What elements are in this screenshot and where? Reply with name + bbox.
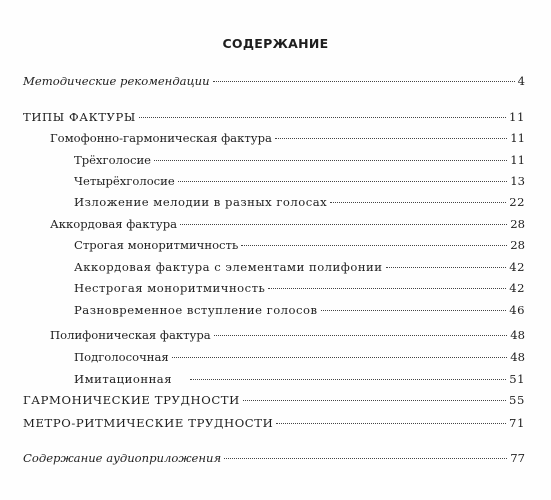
toc-entry-page: 11 xyxy=(509,110,525,124)
toc-entry-title: Изложение мелодии в разных голосах xyxy=(74,195,328,209)
toc-entry[interactable] xyxy=(74,350,525,364)
toc-entry-page: 42 xyxy=(509,281,525,295)
dot-leader xyxy=(139,117,506,118)
dot-leader xyxy=(276,423,506,424)
toc-entry[interactable] xyxy=(74,281,525,295)
toc-entry-title: Имитационная xyxy=(74,372,173,386)
dot-leader xyxy=(178,181,507,182)
dot-leader xyxy=(190,379,506,380)
toc-entry-page: 13 xyxy=(510,174,525,188)
toc-entry-page: 77 xyxy=(510,451,525,465)
dot-leader xyxy=(214,335,508,336)
toc-entry[interactable] xyxy=(23,451,525,465)
toc-entry-page: 48 xyxy=(510,328,525,342)
toc-entry[interactable] xyxy=(74,303,525,317)
toc-entry[interactable] xyxy=(23,393,525,407)
toc-entry-title: Строгая моноритмичность xyxy=(74,238,239,252)
toc-entry-title: ГАРМОНИЧЕСКИЕ ТРУДНОСТИ xyxy=(23,393,240,407)
toc-entry[interactable] xyxy=(23,74,525,88)
toc-entry[interactable] xyxy=(74,372,525,386)
toc-entry-title: Содержание аудиоприложения xyxy=(23,451,222,465)
toc-entry-page: 28 xyxy=(510,217,525,231)
toc-entry-title: Методические рекомендации xyxy=(23,74,210,88)
toc-entry[interactable] xyxy=(23,110,525,124)
dot-leader xyxy=(275,138,507,139)
toc-entry-title: Аккордовая фактура с элементами полифонии xyxy=(74,260,383,274)
toc-entry-title: Нестрогая моноритмичность xyxy=(74,281,266,295)
toc-entry[interactable] xyxy=(74,195,525,209)
toc-entry[interactable] xyxy=(50,131,525,145)
toc-entry[interactable] xyxy=(50,328,525,342)
toc-entry-title: Четырёхголосие xyxy=(74,174,175,188)
toc-entry-page: 42 xyxy=(509,260,525,274)
dot-leader xyxy=(241,245,507,246)
toc-entry-page: 48 xyxy=(510,350,525,364)
toc-entry[interactable] xyxy=(74,238,525,252)
toc-entry-title: Трёхголосие xyxy=(74,153,152,167)
toc-entry-title: Разновременное вступление голосов xyxy=(74,303,318,317)
toc-entry-page: 28 xyxy=(510,238,525,252)
toc-entry-page: 46 xyxy=(509,303,525,317)
dot-leader xyxy=(213,81,515,82)
toc-heading: СОДЕРЖАНИЕ xyxy=(222,36,329,51)
toc-entry-page: 71 xyxy=(509,416,525,430)
dot-leader xyxy=(243,400,506,401)
dot-leader xyxy=(154,160,507,161)
dot-leader xyxy=(321,310,507,311)
toc-entry-title: ТИПЫ ФАКТУРЫ xyxy=(23,110,136,124)
toc-entry-page: 11 xyxy=(510,131,525,145)
toc-entry[interactable] xyxy=(50,217,525,231)
dot-leader xyxy=(224,458,507,459)
dot-leader xyxy=(330,202,506,203)
toc-entry-page: 51 xyxy=(509,372,525,386)
dot-leader xyxy=(386,267,507,268)
toc-entry-title: Полифоническая фактура xyxy=(50,328,211,342)
toc-entry-title: Подголосочная xyxy=(74,350,169,364)
toc-entry[interactable] xyxy=(23,416,525,430)
toc-entry-page: 4 xyxy=(517,74,525,88)
toc-entry-page: 22 xyxy=(509,195,525,209)
dot-leader xyxy=(268,288,506,289)
toc-entry-title: Гомофонно-гармоническая фактура xyxy=(50,131,272,145)
toc-entry-title: Аккордовая фактура xyxy=(50,217,178,231)
dot-leader xyxy=(172,357,508,358)
toc-entry[interactable] xyxy=(74,260,525,274)
dot-leader xyxy=(180,224,507,225)
toc-entry[interactable] xyxy=(74,153,525,167)
toc-entry[interactable] xyxy=(74,174,525,188)
toc-entry-page: 11 xyxy=(510,153,525,167)
toc-entry-title: МЕТРО-РИТМИЧЕСКИЕ ТРУДНОСТИ xyxy=(23,416,274,430)
toc-entry-page: 55 xyxy=(509,393,525,407)
